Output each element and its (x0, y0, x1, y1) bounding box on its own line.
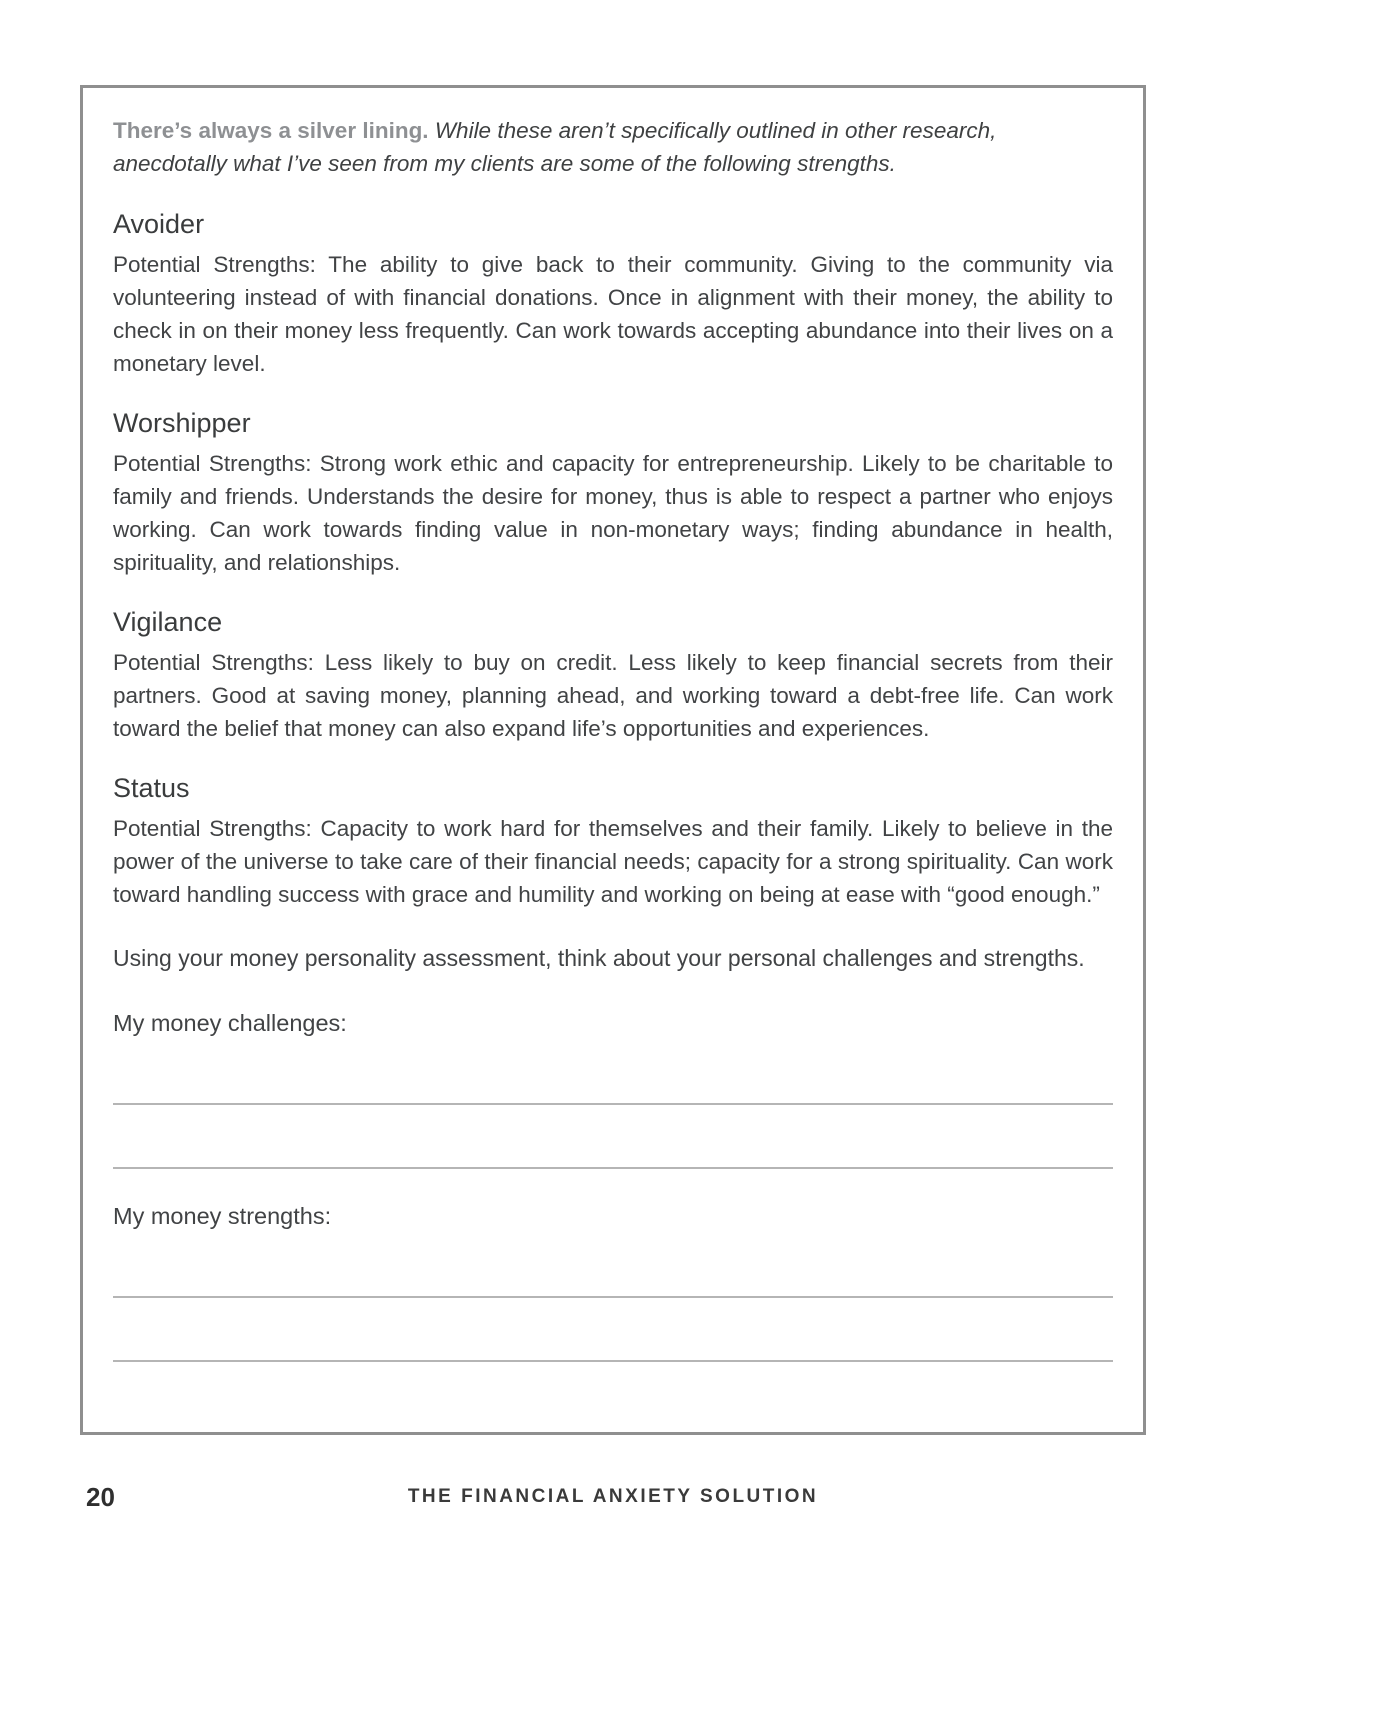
section-heading: Worshipper (113, 407, 251, 438)
field-label-strengths: My money strengths: (113, 1202, 332, 1229)
assessment-prompt: Using your money personality assessment, think about your personal challenges and strengths. (113, 945, 1085, 972)
page-number: 20 (86, 1482, 115, 1512)
writing-line (113, 1167, 1113, 1169)
book-title: THE FINANCIAL ANXIETY SOLUTION (407, 1486, 819, 1507)
section-body: Potential Strengths: The ability to give back to their community. Giving to the community via volunteering instead of with financial donations. Once in alignment with their money, the ability to check in on their money less frequently. Can work towards accepting abundance into their lives on a monetary level. (113, 251, 1113, 376)
section-body: Potential Strengths: Strong work ethic and capacity for entrepreneurship. Likely to be charitable to family and friends. Understands the desire for money, thus is able to respect a partner who enjoys working. Can work towards finding value in non-monetary ways; finding abundance in health, spirituality, and relationships. (113, 450, 1113, 576)
section-heading: Vigilance (113, 607, 223, 638)
section-body: Potential Strengths: Less likely to buy on credit. Less likely to keep financial secrets from their partners. Good at saving money, planning ahead, and working toward a debt-free life. Can work toward the belief that money can also expand life’s opportunities and experiences. (113, 650, 1113, 742)
writing-line (113, 1360, 1113, 1362)
section-status (113, 773, 1113, 911)
field-label-challenges: My money challenges: (113, 1009, 347, 1036)
intro-lead: There’s always a silver lining. (113, 118, 429, 143)
section-heading: Status (113, 773, 190, 804)
field-money-challenges (113, 1010, 1113, 1169)
section-vigilance (113, 607, 1113, 745)
writing-line (113, 1103, 1113, 1105)
intro-paragraph (113, 114, 1113, 181)
section-worshipper (113, 408, 1113, 579)
field-money-strengths (113, 1203, 1113, 1362)
page-footer (80, 1482, 1146, 1518)
section-body: Potential Strengths: Capacity to work hard for themselves and their family. Likely to believe in the power of the universe to take care of their financial needs; capacity for a strong spirituality. Can work toward handling success with grace and humility and working on being at ease with “good enough.” (113, 816, 1113, 908)
section-heading: Avoider (113, 208, 205, 239)
section-avoider (113, 209, 1113, 380)
worksheet-frame (80, 85, 1146, 1435)
writing-line (113, 1296, 1113, 1298)
intro-text: While these aren’t specifically outlined in other research, anecdotally what I’ve seen from my clients are some of the following strengths. (113, 118, 997, 177)
